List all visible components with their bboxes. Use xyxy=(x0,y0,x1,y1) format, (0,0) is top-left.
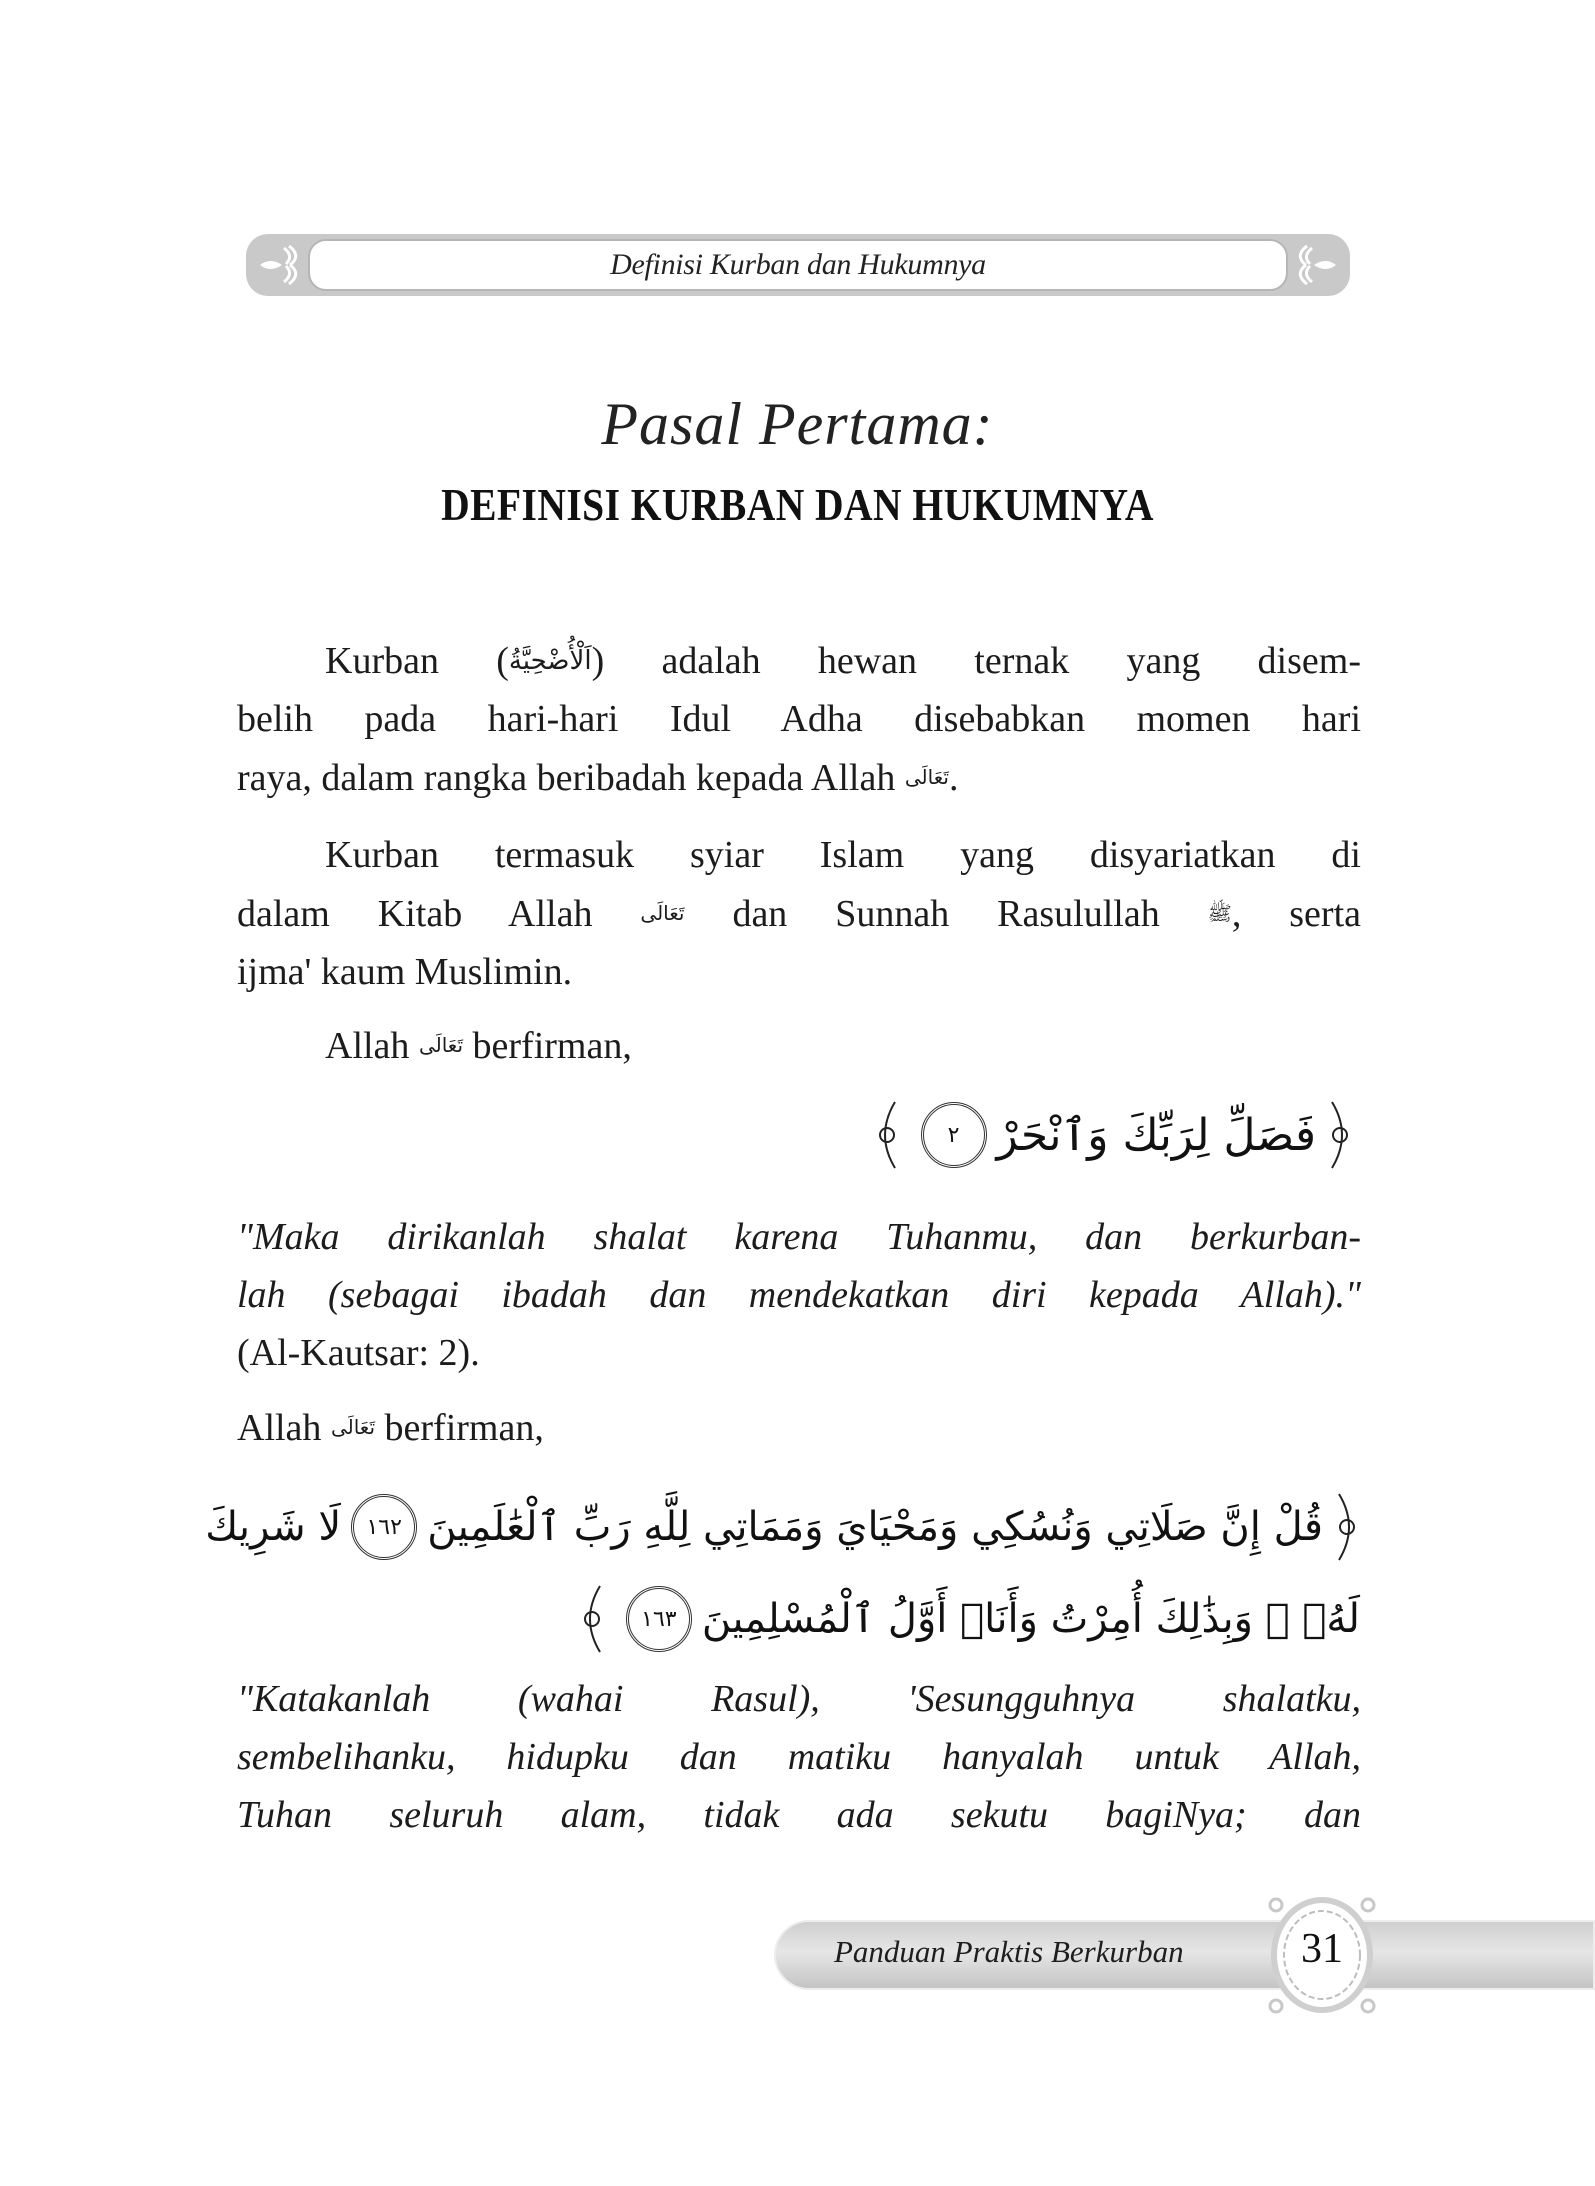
verse-reference: (Al-Kautsar: 2). xyxy=(237,1332,480,1374)
text-line: Kurban (اَلْأُضْحِيَّةُ) adalah hewan ternak yang disem- xyxy=(325,640,1361,682)
verse-arabic: لَهُۥ ۖ وَبِذَٰلِكَ أُمِرْتُ وَأَنَا۠ أَوَّلُ ٱلْمُسْلِمِينَ xyxy=(701,1596,1360,1642)
honorific-salawat: ﷺ xyxy=(1207,901,1232,925)
floral-ornament-icon xyxy=(1290,242,1340,288)
text-line: Allah تَعَالَى berfirman, xyxy=(325,1025,632,1067)
ornate-bracket-open-icon xyxy=(1329,1490,1361,1564)
translation-kautsar xyxy=(237,1208,1361,1382)
text-line: dalam Kitab Allah تَعَالَى dan Sunnah Rasulullah ﷺ, serta xyxy=(237,893,1361,935)
quran-verse-anam-line-2 xyxy=(572,1582,1360,1656)
paragraph-firman-2 xyxy=(237,1398,1361,1457)
ayah-number-marker: ٢ xyxy=(921,1102,987,1168)
quran-verse-kautsar xyxy=(867,1098,1360,1172)
honorific-ta-ala: تَعَالَى xyxy=(418,1033,464,1057)
chapter-label: Pasal Pertama: xyxy=(601,391,994,457)
running-title: Definisi Kurban dan Hukumnya xyxy=(610,248,986,281)
text-line: "Maka dirikanlah shalat karena Tuhanmu, dan berkurban- xyxy=(237,1216,1361,1258)
ornate-bracket-open-icon xyxy=(1322,1098,1354,1172)
running-header-label xyxy=(308,239,1288,291)
ornate-bracket-close-icon xyxy=(578,1582,610,1656)
text-line: Tuhan seluruh alam, tidak ada sekutu bagiNya; dan xyxy=(237,1794,1361,1836)
paragraph-syiar xyxy=(237,826,1361,1001)
running-header xyxy=(246,234,1350,296)
paragraph-firman-1 xyxy=(237,1016,1361,1075)
honorific-ta-ala: تَعَالَى xyxy=(640,901,685,925)
verse-arabic: قُلْ إِنَّ صَلَاتِي وَنُسُكِي وَمَحْيَايَ وَمَمَاتِي لِلَّهِ رَبِّ ٱلْعَٰلَمِينَ xyxy=(427,1504,1323,1550)
quran-verse-anam-line-1 xyxy=(205,1490,1367,1564)
honorific-ta-ala: تَعَالَى xyxy=(330,1415,376,1439)
ayah-number-marker: ١٦٢ xyxy=(351,1494,417,1560)
chapter-title: DEFINISI KURBAN DAN HUKUMNYA xyxy=(441,479,1154,530)
verse-arabic: لَا شَرِيكَ xyxy=(205,1504,342,1550)
text-line: belih pada hari-hari Idul Adha disebabkan momen hari xyxy=(237,698,1361,740)
text-line: raya, dalam rangka beribadah kepada Allah تَعَالَى. xyxy=(237,757,959,799)
verse-arabic: فَصَلِّ لِرَبِّكَ وَٱنْحَرْ xyxy=(996,1109,1316,1161)
page-number: 31 xyxy=(1301,1926,1343,1972)
honorific-ta-ala: تَعَالَى xyxy=(904,765,949,789)
ornate-bracket-close-icon xyxy=(873,1098,905,1172)
text-line: sembelihanku, hidupku dan matiku hanyalah untuk Allah, xyxy=(237,1736,1361,1778)
text-line: Allah تَعَالَى berfirman, xyxy=(237,1407,544,1449)
book-title: Panduan Praktis Berkurban xyxy=(834,1934,1184,1969)
paragraph-definition xyxy=(237,632,1361,807)
translation-anam xyxy=(237,1670,1361,1844)
arabic-term: اَلْأُضْحِيَّةُ xyxy=(508,646,592,676)
text-line: lah (sebagai ibadah dan mendekatkan diri kepada Allah)." xyxy=(237,1274,1361,1316)
ayah-number-marker: ١٦٣ xyxy=(626,1586,692,1652)
text-line: Kurban termasuk syiar Islam yang disyariatkan di xyxy=(325,834,1361,876)
text-line: ijma' kaum Muslimin. xyxy=(237,951,573,993)
running-footer xyxy=(774,1920,1595,1990)
floral-ornament-icon xyxy=(256,242,306,288)
text-line: "Katakanlah (wahai Rasul), 'Sesungguhnya shalatku, xyxy=(237,1678,1361,1720)
